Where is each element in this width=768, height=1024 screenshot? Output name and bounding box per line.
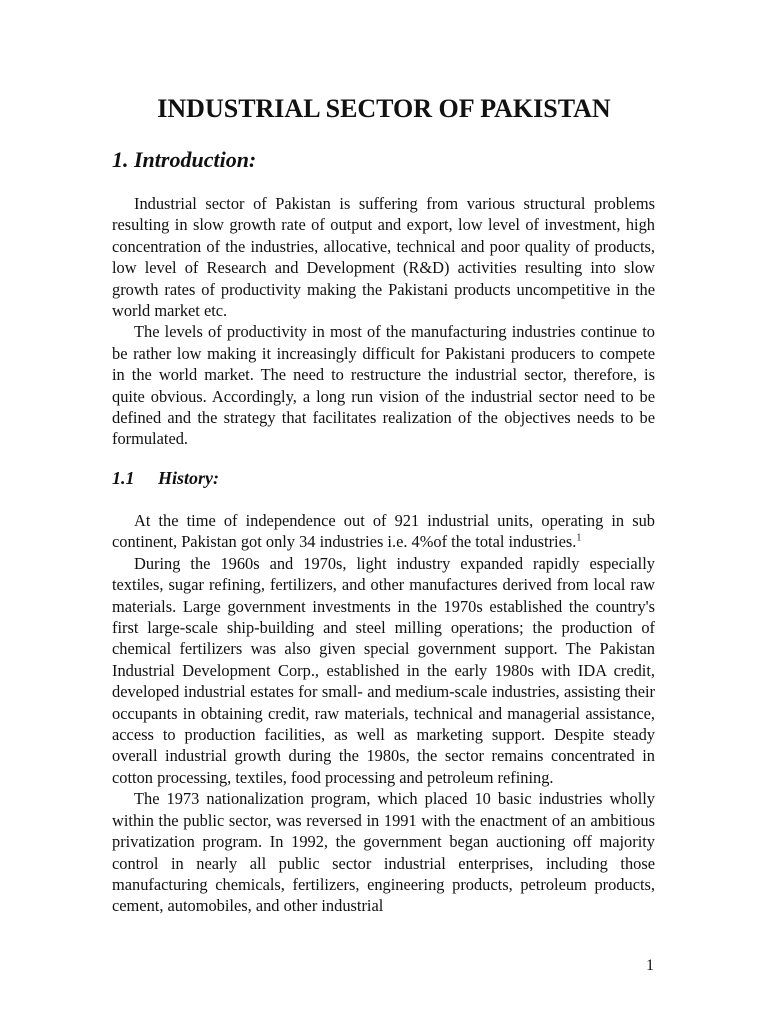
introduction-body [112, 193, 655, 450]
section-heading-history [112, 464, 219, 492]
document-title: INDUSTRIAL SECTOR OF PAKISTAN [157, 94, 611, 123]
section-heading-introduction: 1. Introduction: [112, 147, 257, 172]
history-body [112, 510, 655, 917]
paragraph: During the 1960s and 1970s, light industry expanded rapidly especially textiles, sugar refining, fertilizers, and other manufactures derived from local raw materials. Large government investments in the 1970s established the country's first large-scale ship-building and steel milling operations; the production of chemical fertilizers was also given special government support. The Pakistan Industrial Development Corp., established in the early 1980s with IDA credit, developed industrial estates for small- and medium-scale industries, assisting their occupants in obtaining credit, raw materials, technical and managerial assistance, access to production facilities, as well as marketing support. Despite steady overall industrial growth during the 1980s, the sector remains concentrated in cotton processing, textiles, food processing and petroleum refining. [112, 553, 655, 787]
section-number: 1.1 [112, 468, 135, 488]
paragraph: The 1973 nationalization program, which placed 10 basic industries wholly within the public sector, was reversed in 1991 with the enactment of an ambitious privatization program. In 1992, the government began auctioning off majority control in nearly all public sector industrial enterprises, including those manufacturing chemicals, fertilizers, engineering products, petroleum products, cement, automobiles, and other industrial [112, 789, 655, 916]
paragraph-text: At the time of independence out of 921 industrial units, operating in sub continent, Pakistan got only 34 industries i.e. 4%of the total industries. [112, 511, 655, 552]
paragraph: The levels of productivity in most of the manufacturing industries continue to be rather low making it increasingly difficult for Pakistani producers to compete in the world market. The need to restructure the industrial sector, therefore, is quite obvious. Accordingly, a long run vision of the industrial sector need to be defined and the strategy that facilitates realization of the objectives needs to be formulated. [112, 322, 655, 449]
paragraph [112, 510, 655, 553]
paragraph: Industrial sector of Pakistan is suffering from various structural problems resulting in slow growth rate of output and export, low level of investment, high concentration of the industries, allocative, technical and poor quality of products, low level of Research and Development (R&D) activities resulting into slow growth rates of productivity making the Pakistani products uncompetitive in the world market etc. [112, 194, 655, 321]
page-number: 1 [646, 957, 654, 974]
footnote-marker[interactable]: 1 [576, 532, 582, 544]
section-heading-text: History: [158, 468, 219, 488]
